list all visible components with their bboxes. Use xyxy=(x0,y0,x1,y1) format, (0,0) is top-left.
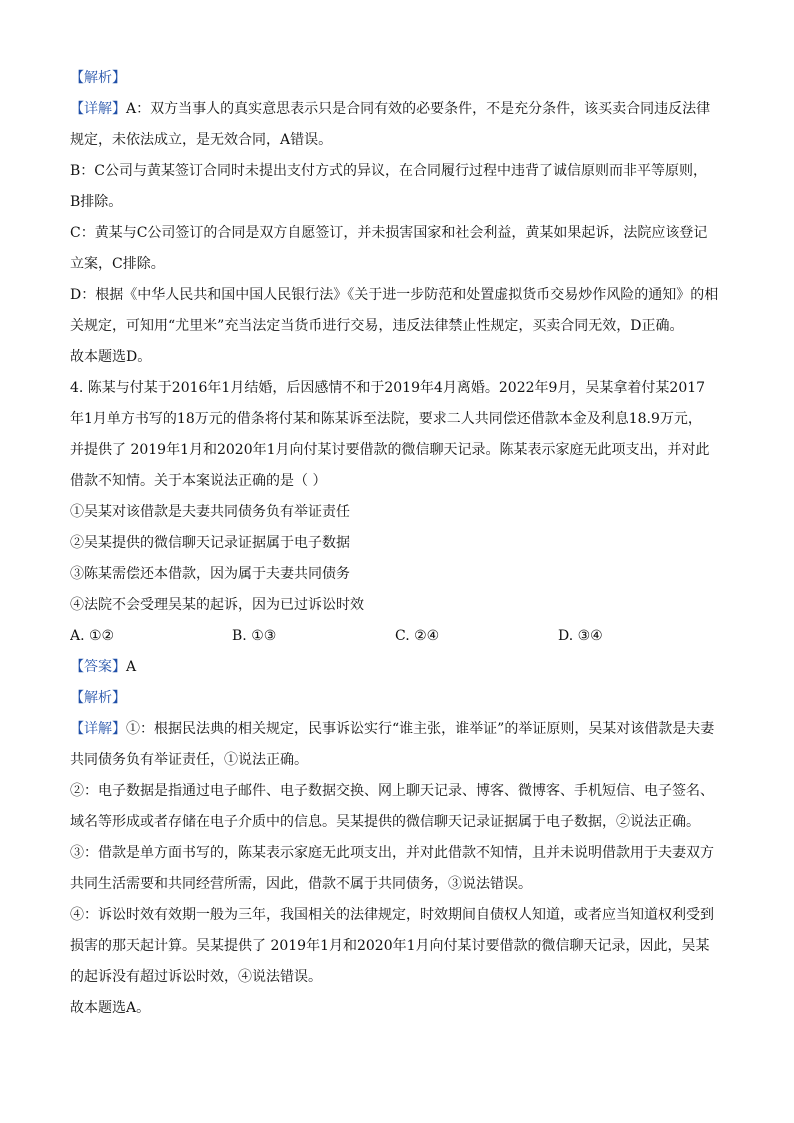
conclusion: 故本题选A。 xyxy=(70,1000,151,1016)
text-line: 损害的那天起计算。吴某提供了 2019年1月和2020年1月向付某讨要借款的微信聊天记录，因此，吴某 xyxy=(70,938,710,954)
detail-line xyxy=(70,94,730,125)
text-line: ③：借款是单方面书写的，陈某表示家庭无此项支出，并对此借款不知情，且并未说明借款用于夫妻双方 xyxy=(70,845,714,861)
statement-item: ④法院不会受理吴某的起诉，因为已过诉讼时效 xyxy=(70,597,364,613)
option-a: A. ①② xyxy=(70,628,115,644)
option-d: D. ③④ xyxy=(558,628,603,644)
answer-line xyxy=(70,652,730,683)
analysis-tag: 【解析】 xyxy=(70,70,126,86)
document-content xyxy=(70,63,730,1024)
answer-value: A xyxy=(126,659,137,675)
text-line: A：双方当事人的真实意思表示只是合同有效的必要条件，不是充分条件，该买卖合同违反法律 xyxy=(126,101,711,117)
text-line: 立案，C排除。 xyxy=(70,256,165,272)
statement-item: ③陈某需偿还本借款，因为属于夫妻共同债务 xyxy=(70,566,350,582)
text-line: B：C公司与黄某签订合同时未提出支付方式的异议，在合同履行过程中违背了诚信原则而非平等原则， xyxy=(70,163,707,179)
statement-item: ②吴某提供的微信聊天记录证据属于电子数据 xyxy=(70,535,350,551)
text-line: 域名等形成或者存储在电子介质中的信息。吴某提供的微信聊天记录证据属于电子数据，②说法正确。 xyxy=(70,814,700,830)
question-stem: 借款不知情。关于本案说法正确的是（ ） xyxy=(70,473,327,489)
text-line: B排除。 xyxy=(70,194,123,210)
text-line: 规定，未依法成立，是无效合同，A错误。 xyxy=(70,132,333,148)
detail-line xyxy=(70,714,730,745)
answer-tag: 【答案】 xyxy=(70,659,126,675)
detail-tag: 【详解】 xyxy=(70,101,126,117)
answer-options xyxy=(70,621,730,652)
text-line: ①：根据民法典的相关规定，民事诉讼实行“谁主张，谁举证”的举证原则，吴某对该借款是夫妻 xyxy=(126,721,715,737)
option-c: C. ②④ xyxy=(395,628,440,644)
question-stem: 4. 陈某与付某于2016年1月结婚，后因感情不和于2019年4月离婚。2022年9月，吴某拿着付某2017 xyxy=(70,380,706,396)
text-line: C：黄某与C公司签订的合同是双方自愿签订，并未损害国家和社会利益，黄某如果起诉，法院应该登记 xyxy=(70,225,708,241)
question-stem: 年1月单方书写的18万元的借条将付某和陈某诉至法院，要求二人共同偿还借款本金及利息18.9万元， xyxy=(70,411,702,427)
analysis-heading xyxy=(70,683,730,714)
statement-item: ①吴某对该借款是夫妻共同债务负有举证责任 xyxy=(70,504,350,520)
text-line: ④：诉讼时效有效期一般为三年，我国相关的法律规定，时效期间自债权人知道，或者应当知道权利受到 xyxy=(70,907,714,923)
text-line: ②：电子数据是指通过电子邮件、电子数据交换、网上聊天记录、博客、微博客、手机短信、电子签名、 xyxy=(70,783,714,799)
text-line: 关规定，可知用“尤里米”充当法定当货币进行交易，违反法律禁止性规定，买卖合同无效，D正确。 xyxy=(70,318,684,334)
analysis-heading xyxy=(70,63,730,94)
option-b: B. ①③ xyxy=(232,628,277,644)
text-line: 共同生活需要和共同经营所需，因此，借款不属于共同债务，③说法错误。 xyxy=(70,876,532,892)
text-line: 共同债务负有举证责任，①说法正确。 xyxy=(70,752,308,768)
analysis-tag: 【解析】 xyxy=(70,690,126,706)
conclusion: 故本题选D。 xyxy=(70,349,152,365)
text-line: D：根据《中华人民共和国中国人民银行法》《关于进一步防范和处置虚拟货币交易炒作风险的通知》的相 xyxy=(70,287,719,303)
question-stem: 并提供了 2019年1月和2020年1月向付某讨要借款的微信聊天记录。陈某表示家庭无此项支出，并对此 xyxy=(70,442,710,458)
detail-tag: 【详解】 xyxy=(70,721,126,737)
text-line: 的起诉没有超过诉讼时效，④说法错误。 xyxy=(70,969,322,985)
